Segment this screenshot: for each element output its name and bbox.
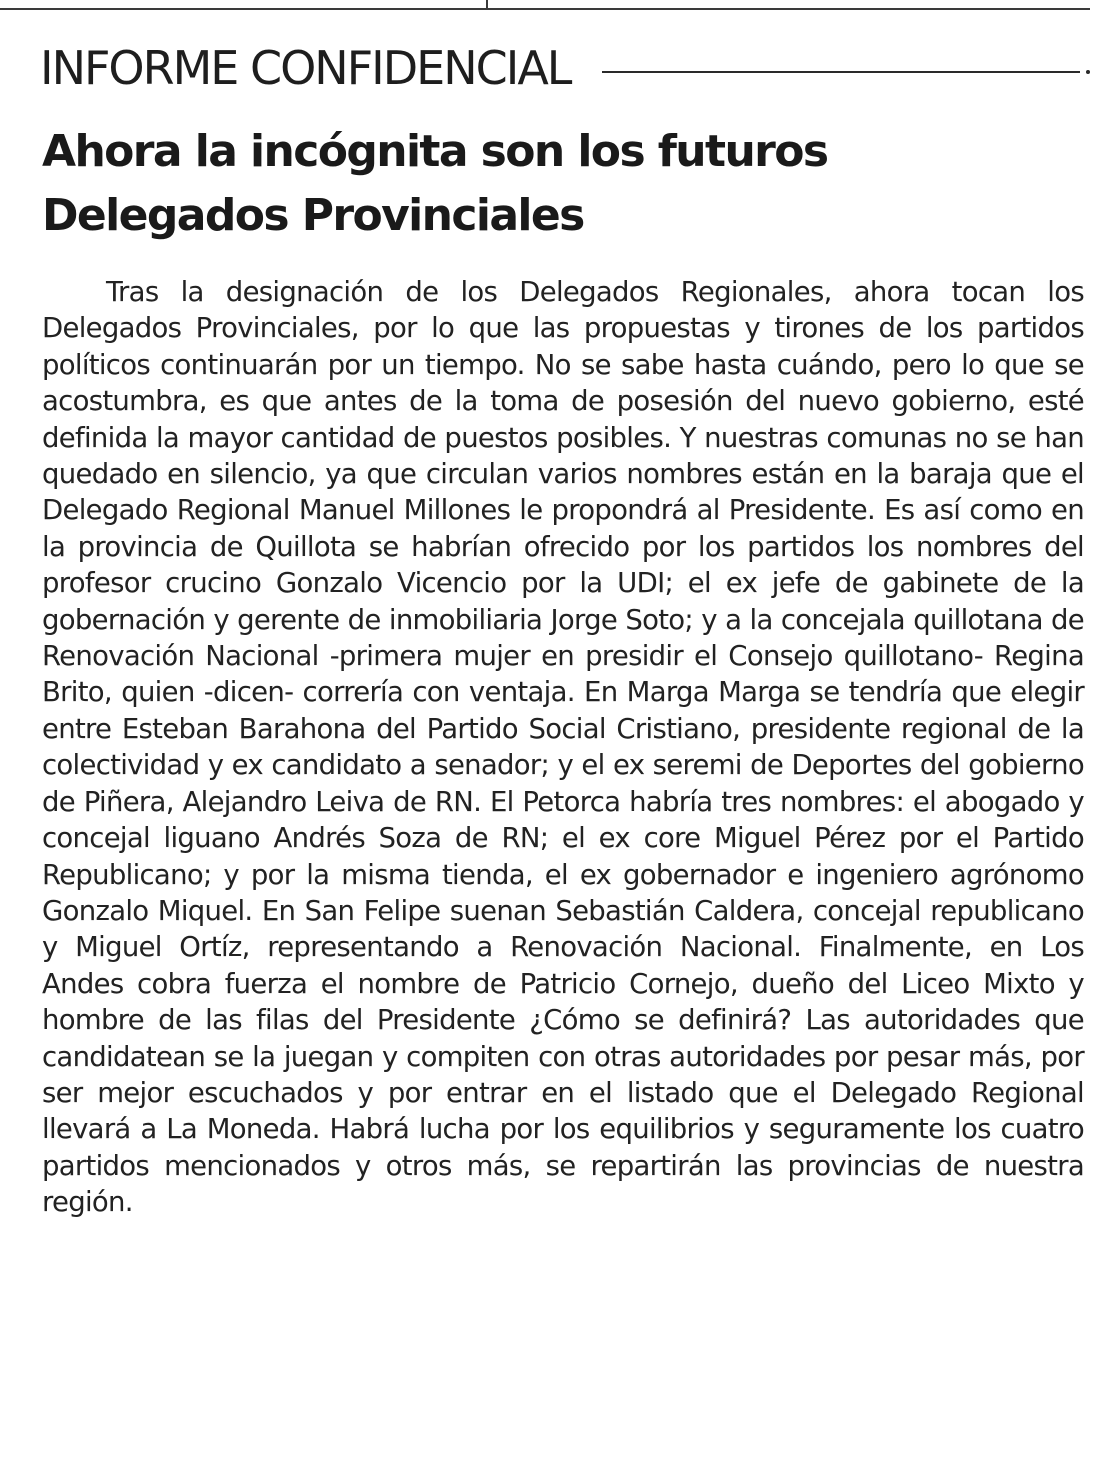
section-header — [40, 36, 1090, 100]
top-border-rule — [0, 8, 1090, 10]
section-rule — [602, 71, 1080, 73]
top-border-tick — [486, 0, 488, 9]
section-rule-end-dot — [1086, 70, 1090, 74]
article-headline: Ahora la incógnita son los futuros Delegados Provinciales — [42, 126, 828, 241]
article-body: Tras la designación de los Delegados Regionales, ahora tocan los Delegados Provinciales, por lo que las propuestas y tirones de los partidos políticos continuarán por un tiempo. No se sabe hasta cuándo, pero lo que se acostumbra, es que antes de la toma de posesión del nuevo gobierno, esté definida la mayor cantidad de puestos posibles. Y nuestras comunas no se han quedado en silencio, ya que circulan varios nombres están en la baraja que el Delegado Regional Manuel Millones le propondrá al Presidente. Es así como en la provincia de Quillota se habrían ofrecido por los partidos los nombres del profesor crucino Gonzalo Vicencio por la UDI; el ex jefe de gabinete de la gobernación y gerente de inmobiliaria Jorge Soto; y a la concejala quillotana de Renovación Nacional -primera mujer en presidir el Consejo quillotano- Regina Brito, quien -dicen- correría con ventaja. En Marga Marga se tendría que elegir entre Esteban Barahona del Partido Social Cristiano, presidente regional de la colectividad y ex candidato a senador; y el ex seremi de Deportes del gobierno de Piñera, Alejandro Leiva de RN. El Petorca habría tres nombres: el abogado y concejal liguano Andrés Soza de RN; el ex core Miguel Pérez por el Partido Republicano; y por la misma tienda, el ex gobernador e ingeniero agrónomo Gonzalo Miquel. En San Felipe suenan Sebastián Caldera, concejal republicano y Miguel Ortíz, representando a Renovación Nacional. Finalmente, en Los Andes cobra fuerza el nombre de Patricio Cornejo, dueño del Liceo Mixto y hombre de las filas del Presidente ¿Cómo se definirá? Las autoridades que candidatean se la juegan y compiten con otras autoridades por pesar más, por ser mejor escuchados y por entrar en el listado que el Delegado Regional llevará a La Moneda. Habrá lucha por los equilibrios y seguramente los cuatro partidos mencionados y otros más, se repartirán las provincias de nuestra región. — [42, 276, 1084, 1219]
section-label: INFORME CONFIDENCIAL — [40, 41, 571, 95]
